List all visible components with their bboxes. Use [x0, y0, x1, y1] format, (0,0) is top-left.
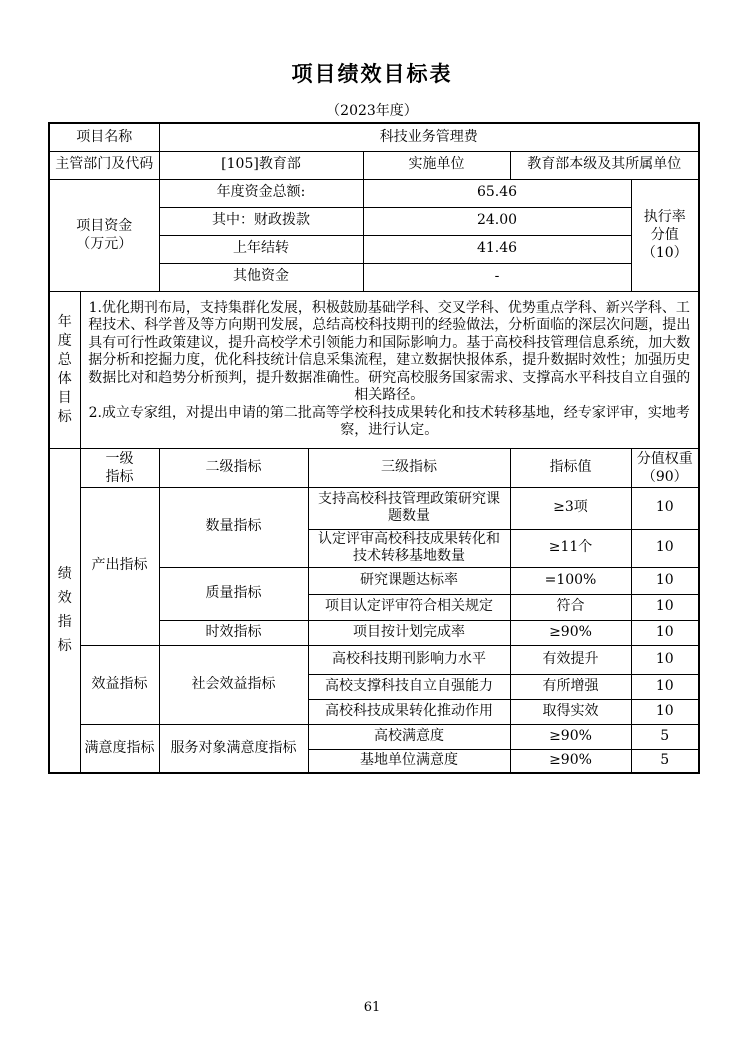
- performance-target-table: [48, 122, 700, 774]
- project-name-row: [49, 123, 699, 151]
- header-weight-line2: （90）: [641, 468, 688, 485]
- indicator-value: 有效提升: [510, 645, 631, 674]
- execution-rate-line3: （10）: [641, 245, 688, 261]
- fund-total-value: 65.46: [363, 179, 631, 207]
- indicator-weight: 5: [631, 724, 699, 749]
- execution-rate-line2: 分值: [650, 227, 679, 243]
- header-level3: 三级指标: [308, 448, 510, 487]
- indicator-name: 高校科技成果转化推动作用: [308, 699, 510, 724]
- header-weight-line1: 分值权重: [636, 450, 693, 467]
- level1-output: 产出指标: [80, 487, 159, 645]
- fund-carryover-value: 41.46: [363, 235, 631, 263]
- header-level1: [80, 448, 159, 487]
- project-funds-label-line1: 项目资金: [76, 218, 133, 234]
- impl-unit-value: 教育部本级及其所属单位: [510, 151, 699, 179]
- indicator-name: 研究课题达标率: [308, 567, 510, 594]
- header-level1-line2: 指标: [105, 468, 134, 485]
- project-name-label: 项目名称: [49, 123, 159, 151]
- indicator-value: ≥11个: [510, 529, 631, 567]
- execution-rate-score: [631, 179, 699, 291]
- indicator-weight: 10: [631, 567, 699, 594]
- fund-fiscal-label: 其中：财政拨款: [159, 207, 363, 235]
- level2-quality: 质量指标: [159, 567, 308, 620]
- goal-paragraph-2: 2.成立专家组，对提出申请的第二批高等学校科技成果转化和技术转移基地，经专家评审，实地考察，进行认定。: [88, 404, 690, 438]
- project-funds-label: [49, 179, 159, 291]
- fund-fiscal-value: 24.00: [363, 207, 631, 235]
- header-level1-line1: 一级: [105, 450, 134, 467]
- indicator-value: ≥3项: [510, 487, 631, 529]
- indicator-weight: 10: [631, 674, 699, 699]
- dept-value: [105]教育部: [159, 151, 363, 179]
- fund-carryover-label: 上年结转: [159, 235, 363, 263]
- indicator-name: 项目按计划完成率: [308, 620, 510, 645]
- header-level2: 二级指标: [159, 448, 308, 487]
- dept-label: 主管部门及代码: [49, 151, 159, 179]
- annual-goals-content: [80, 291, 699, 448]
- indicator-weight: 5: [631, 749, 699, 773]
- indicator-name: 高校科技期刊影响力水平: [308, 645, 510, 674]
- indicator-weight: 10: [631, 487, 699, 529]
- indicator-value: ≥90%: [510, 724, 631, 749]
- fund-row: [49, 179, 699, 207]
- page-number: 61: [363, 1000, 381, 1015]
- level2-service-satisfaction: 服务对象满意度指标: [159, 724, 308, 773]
- indicator-row: [49, 645, 699, 674]
- level1-benefit: 效益指标: [80, 645, 159, 724]
- fund-total-label: 年度资金总额:: [159, 179, 363, 207]
- indicators-header-row: [49, 448, 699, 487]
- indicator-name: 基地单位满意度: [308, 749, 510, 773]
- indicator-name: 项目认定评审符合相关规定: [308, 594, 510, 620]
- indicator-value: ≥90%: [510, 620, 631, 645]
- performance-indicators-label-text: 绩效指标: [57, 566, 72, 655]
- fund-other-value: -: [363, 263, 631, 291]
- indicator-weight: 10: [631, 699, 699, 724]
- annual-goals-row: [49, 291, 699, 448]
- project-funds-label-line2: （万元）: [76, 236, 133, 252]
- indicator-row: [49, 724, 699, 749]
- indicator-weight: 10: [631, 645, 699, 674]
- indicator-value: ≥90%: [510, 749, 631, 773]
- header-weight: [631, 448, 699, 487]
- level2-quantity: 数量指标: [159, 487, 308, 567]
- indicator-weight: 10: [631, 529, 699, 567]
- annual-goals-label-text: 年度总体目标: [57, 313, 72, 425]
- fund-other-label: 其他资金: [159, 263, 363, 291]
- indicator-row: [49, 487, 699, 529]
- performance-indicators-label: [49, 448, 80, 773]
- department-row: [49, 151, 699, 179]
- indicator-weight: 10: [631, 620, 699, 645]
- indicator-name: 支持高校科技管理政策研究课题数量: [308, 487, 510, 529]
- level2-social-benefit: 社会效益指标: [159, 645, 308, 724]
- execution-rate-line1: 执行率: [643, 209, 686, 225]
- page-subtitle: （2023年度）: [326, 103, 418, 119]
- indicator-value: 有所增强: [510, 674, 631, 699]
- level1-satisfaction: 满意度指标: [80, 724, 159, 773]
- impl-unit-label: 实施单位: [363, 151, 510, 179]
- annual-goals-label: [49, 291, 80, 448]
- goal-paragraph-1: 1.优化期刊布局，支持集群化发展，积极鼓励基础学科、交叉学科、优势重点学科、新兴学科、工程技术、科学普及等方向期刊发展，总结高校科技期刊的经验做法，分析面临的深层次问题，提出具有可行性政策建议，提升高校学术引领能力和国际影响力。基于高校科技管理信息系统，加大数据分析和挖掘力度，优化科技统计信息采集流程，建立数据快报体系，提升数据时效性；加强历史数据比对和趋势分析预判，提升数据准确性。研究高校服务国家需求、支撑高水平科技自立自强的相关路径。: [88, 299, 691, 403]
- level2-timeliness: 时效指标: [159, 620, 308, 645]
- page-title: 项目绩效目标表: [291, 61, 453, 86]
- indicator-name: 高校支撑科技自立自强能力: [308, 674, 510, 699]
- indicator-weight: 10: [631, 594, 699, 620]
- indicator-value: 取得实效: [510, 699, 631, 724]
- indicator-value: =100%: [510, 567, 631, 594]
- project-name-value: 科技业务管理费: [159, 123, 699, 151]
- indicator-name: 高校满意度: [308, 724, 510, 749]
- header-value: 指标值: [510, 448, 631, 487]
- indicator-value: 符合: [510, 594, 631, 620]
- indicator-name: 认定评审高校科技成果转化和技术转移基地数量: [308, 529, 510, 567]
